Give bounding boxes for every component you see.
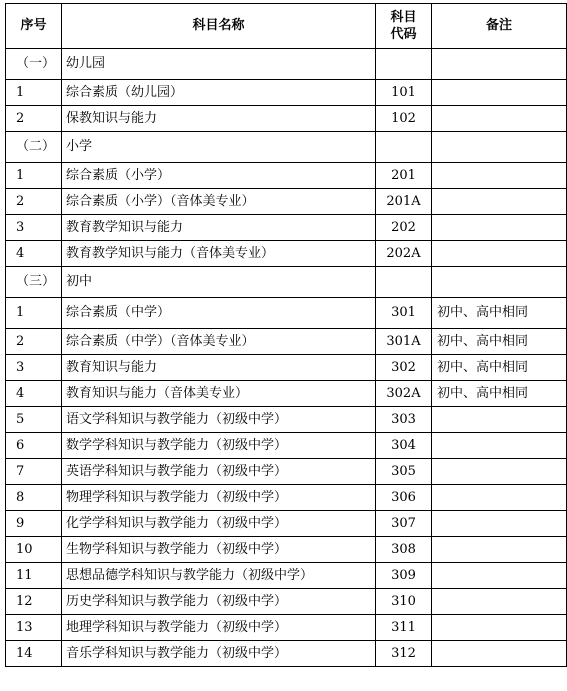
- header-note: 备注: [432, 4, 567, 49]
- table-row: [6, 511, 567, 537]
- row-no: 1: [6, 298, 62, 329]
- header-row: [6, 4, 567, 49]
- row-name: 保教知识与能力: [62, 106, 376, 132]
- header-no: 序号: [6, 4, 62, 49]
- row-name: 综合素质（幼儿园）: [62, 80, 376, 106]
- row-no: 1: [6, 80, 62, 106]
- row-name: 综合素质（中学）: [62, 298, 376, 329]
- row-code: 309: [376, 563, 432, 589]
- row-name: 教育知识与能力（音体美专业）: [62, 381, 376, 407]
- row-code: 312: [376, 641, 432, 667]
- row-note: [432, 241, 567, 267]
- table-row: [6, 106, 567, 132]
- row-no: （三）: [6, 267, 62, 298]
- row-code: 201A: [376, 189, 432, 215]
- row-note: [432, 189, 567, 215]
- row-no: 7: [6, 459, 62, 485]
- row-name: 历史学科知识与教学能力（初级中学）: [62, 589, 376, 615]
- table-row: [6, 298, 567, 329]
- row-no: 3: [6, 215, 62, 241]
- row-code: 301: [376, 298, 432, 329]
- row-note: 初中、高中相同: [432, 381, 567, 407]
- row-no: 14: [6, 641, 62, 667]
- row-name: 幼儿园: [62, 49, 376, 80]
- table-row: [6, 132, 567, 163]
- table-body: [6, 49, 567, 667]
- row-code: [376, 132, 432, 163]
- table-row: [6, 329, 567, 355]
- row-code: 308: [376, 537, 432, 563]
- row-note: [432, 511, 567, 537]
- row-no: 4: [6, 241, 62, 267]
- table-row: [6, 485, 567, 511]
- row-name: 综合素质（小学）（音体美专业）: [62, 189, 376, 215]
- table-row: [6, 615, 567, 641]
- header-name: 科目名称: [62, 4, 376, 49]
- row-code: 306: [376, 485, 432, 511]
- table-row: [6, 189, 567, 215]
- row-name: 初中: [62, 267, 376, 298]
- row-name: 化学学科知识与教学能力（初级中学）: [62, 511, 376, 537]
- row-code: 305: [376, 459, 432, 485]
- row-code: [376, 267, 432, 298]
- row-name: 综合素质（中学）（音体美专业）: [62, 329, 376, 355]
- row-note: [432, 485, 567, 511]
- table-row: [6, 641, 567, 667]
- row-no: （二）: [6, 132, 62, 163]
- table-row: [6, 381, 567, 407]
- row-note: 初中、高中相同: [432, 329, 567, 355]
- table-row: [6, 459, 567, 485]
- row-code: 202: [376, 215, 432, 241]
- row-note: [432, 641, 567, 667]
- row-name: 英语学科知识与教学能力（初级中学）: [62, 459, 376, 485]
- row-no: 3: [6, 355, 62, 381]
- row-no: 9: [6, 511, 62, 537]
- row-note: [432, 163, 567, 189]
- row-no: 2: [6, 189, 62, 215]
- row-name: 数学学科知识与教学能力（初级中学）: [62, 433, 376, 459]
- row-note: [432, 106, 567, 132]
- table-row: [6, 433, 567, 459]
- row-code: 302A: [376, 381, 432, 407]
- row-no: （一）: [6, 49, 62, 80]
- table-row: [6, 215, 567, 241]
- row-note: [432, 80, 567, 106]
- row-code: 310: [376, 589, 432, 615]
- row-note: [432, 589, 567, 615]
- row-code: 303: [376, 407, 432, 433]
- row-name: 教育知识与能力: [62, 355, 376, 381]
- row-name: 综合素质（小学）: [62, 163, 376, 189]
- row-code: 307: [376, 511, 432, 537]
- row-code: 311: [376, 615, 432, 641]
- header-code: [376, 4, 432, 49]
- row-no: 6: [6, 433, 62, 459]
- row-no: 1: [6, 163, 62, 189]
- table-row: [6, 80, 567, 106]
- table-row: [6, 407, 567, 433]
- row-note: [432, 267, 567, 298]
- table-row: [6, 241, 567, 267]
- row-note: [432, 132, 567, 163]
- table-row: [6, 589, 567, 615]
- header-code-line2: 代码: [390, 27, 417, 42]
- table-row: [6, 49, 567, 80]
- table-row: [6, 267, 567, 298]
- row-name: 思想品德学科知识与教学能力（初级中学）: [62, 563, 376, 589]
- row-code: 201: [376, 163, 432, 189]
- row-no: 4: [6, 381, 62, 407]
- header-code-line1: 科目: [390, 10, 417, 25]
- row-no: 10: [6, 537, 62, 563]
- row-note: [432, 563, 567, 589]
- row-note: [432, 615, 567, 641]
- row-code: 302: [376, 355, 432, 381]
- row-note: [432, 49, 567, 80]
- table-row: [6, 163, 567, 189]
- row-no: 11: [6, 563, 62, 589]
- row-code: [376, 49, 432, 80]
- row-code: 301A: [376, 329, 432, 355]
- row-note: 初中、高中相同: [432, 355, 567, 381]
- table-row: [6, 355, 567, 381]
- row-name: 地理学科知识与教学能力（初级中学）: [62, 615, 376, 641]
- table-row: [6, 563, 567, 589]
- row-name: 教育教学知识与能力（音体美专业）: [62, 241, 376, 267]
- row-name: 音乐学科知识与教学能力（初级中学）: [62, 641, 376, 667]
- row-no: 5: [6, 407, 62, 433]
- row-note: [432, 433, 567, 459]
- row-no: 8: [6, 485, 62, 511]
- row-name: 小学: [62, 132, 376, 163]
- row-name: 生物学科知识与教学能力（初级中学）: [62, 537, 376, 563]
- row-no: 13: [6, 615, 62, 641]
- subjects-table: [5, 3, 567, 667]
- row-name: 物理学科知识与教学能力（初级中学）: [62, 485, 376, 511]
- row-code: 202A: [376, 241, 432, 267]
- row-no: 12: [6, 589, 62, 615]
- row-name: 语文学科知识与教学能力（初级中学）: [62, 407, 376, 433]
- table-row: [6, 537, 567, 563]
- row-code: 304: [376, 433, 432, 459]
- row-note: [432, 459, 567, 485]
- row-code: 101: [376, 80, 432, 106]
- row-note: 初中、高中相同: [432, 298, 567, 329]
- row-no: 2: [6, 329, 62, 355]
- row-name: 教育教学知识与能力: [62, 215, 376, 241]
- row-code: 102: [376, 106, 432, 132]
- row-note: [432, 537, 567, 563]
- row-note: [432, 407, 567, 433]
- row-note: [432, 215, 567, 241]
- row-no: 2: [6, 106, 62, 132]
